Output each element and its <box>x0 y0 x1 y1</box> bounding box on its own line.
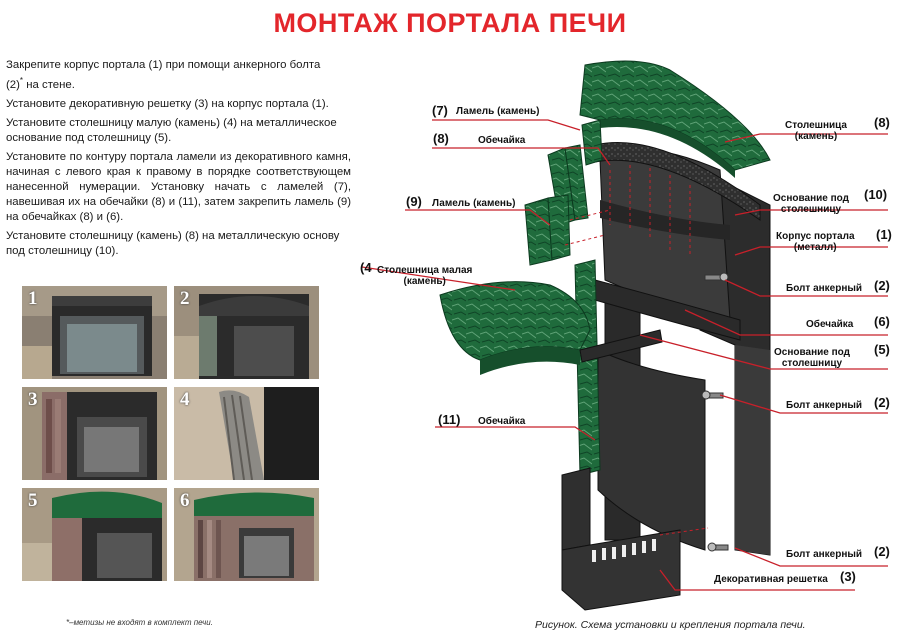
photo-number: 3 <box>28 389 38 410</box>
label-r2c-text: Болт анкерный <box>786 549 863 560</box>
photo-image <box>174 286 319 379</box>
photo-step-5 <box>22 488 167 581</box>
photo-step-1 <box>22 286 167 379</box>
label-r2c-number: (2) <box>874 544 890 559</box>
instructions-block <box>6 58 351 263</box>
photo-grid <box>22 286 322 576</box>
photo-image <box>22 387 167 480</box>
label-11-number: (11) <box>438 412 461 427</box>
label-8a-text: Обечайка <box>478 135 526 146</box>
photo-image <box>174 387 319 480</box>
grate-side <box>562 468 590 550</box>
label-r10-text: Основание под столешницу <box>773 193 849 215</box>
instruction-3: Установите столешницу малую (камень) (4) на металлическое основание под столешницу (5). <box>6 116 337 144</box>
label-r6-number: (6) <box>874 314 890 329</box>
photo-number: 2 <box>180 288 190 309</box>
footnote: *–метизы не входят в комплект печи. <box>66 618 213 627</box>
label-r10-number: (10) <box>864 187 888 202</box>
anchor-bolt-3 <box>708 543 728 551</box>
label-r3-number: (3) <box>840 569 856 584</box>
photo-step-4 <box>174 387 319 480</box>
page-title: МОНТАЖ ПОРТАЛА ПЕЧИ <box>273 8 627 38</box>
instruction-5: Установите столешницу (камень) (8) на металлическую основу под столешницу (10). <box>6 229 340 257</box>
photo-image <box>22 286 167 379</box>
label-4-text: Столешница малая (камень) <box>377 265 473 287</box>
lamel-strip <box>575 260 600 475</box>
label-r1-text: Корпус портала (металл) <box>776 231 855 253</box>
anchor-bolt-2 <box>702 391 723 399</box>
photo-step-3 <box>22 387 167 480</box>
label-4-number: (4 <box>360 260 372 275</box>
label-r8-text: Столешница (камень) <box>785 120 847 142</box>
label-r1-number: (1) <box>876 227 892 242</box>
label-r2a-number: (2) <box>874 278 890 293</box>
label-r8-number: (8) <box>874 115 890 130</box>
label-r2b-text: Болт анкерный <box>786 400 863 411</box>
label-7-text: Ламель (камень) <box>456 106 540 117</box>
exploded-diagram <box>340 50 900 615</box>
photo-number: 6 <box>180 490 190 511</box>
lamel-7c <box>582 120 602 165</box>
label-r2b-number: (2) <box>874 395 890 410</box>
label-r3-text: Декоративная решетка <box>714 574 828 585</box>
label-9-number: (9) <box>406 194 422 209</box>
label-r6-text: Обечайка <box>806 319 854 330</box>
instruction-4: Установите по контуру портала ламели из декоративного камня, начиная с левого края к правому в порядке соответствующем нанесенной нумерации. Установку начать с ламелей (7), навешивая их на обечайки (8) и (11), затем закрепить ламель (9) на обечайках (8) и (6). <box>6 150 351 223</box>
label-r5-number: (5) <box>874 342 890 357</box>
instruction-1: Закрепите корпус портала (1) при помощи анкерного болта (2)* на стене. <box>6 59 321 91</box>
instruction-2: Установите декоративную решетку (3) на корпус портала (1). <box>6 97 329 110</box>
label-11-text: Обечайка <box>478 416 526 427</box>
figure-caption: Рисунок. Схема установки и крепления портала печи. <box>535 619 806 631</box>
portal-side-shade <box>735 345 770 555</box>
photo-step-6 <box>174 488 319 581</box>
photo-number: 1 <box>28 288 38 309</box>
label-r5-text: Основание под столешницу <box>774 347 850 369</box>
photo-step-2 <box>174 286 319 379</box>
photo-number: 5 <box>28 490 38 511</box>
photo-number: 4 <box>180 389 190 410</box>
label-9-text: Ламель (камень) <box>432 198 516 209</box>
photo-image <box>174 488 319 581</box>
label-7-number: (7) <box>432 103 448 118</box>
photo-image <box>22 488 167 581</box>
lamel-9b <box>548 195 570 260</box>
label-8a-number: (8) <box>433 131 449 146</box>
label-r2a-text: Болт анкерный <box>786 283 863 294</box>
lamel-9a <box>525 198 552 265</box>
